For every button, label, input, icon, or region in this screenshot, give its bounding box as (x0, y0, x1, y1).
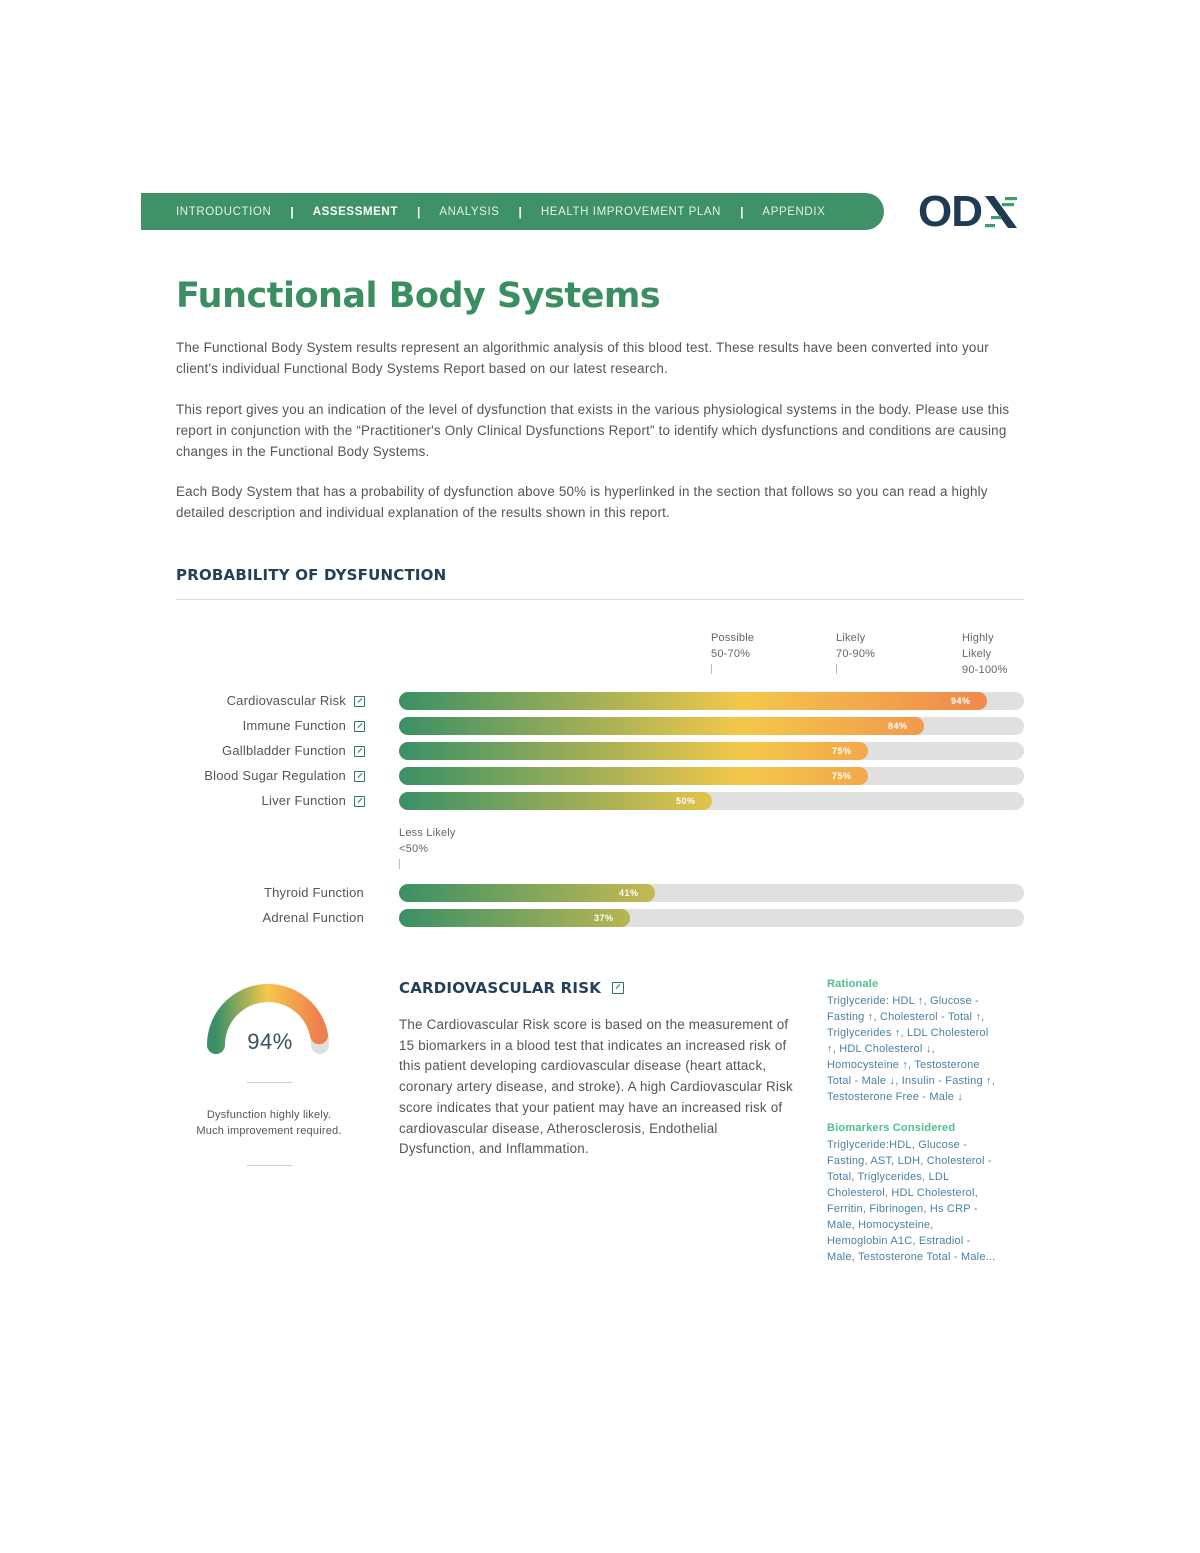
legend-possible-range: 50-70% (711, 648, 751, 660)
page-title: Functional Body Systems (176, 276, 661, 316)
bar-label-immune-function[interactable]: Immune Function (242, 718, 346, 733)
biomarker-line: Ferritin, Fibrinogen, Hs CRP - (827, 1203, 978, 1215)
bar-value-label: 75% (832, 746, 852, 756)
bar-label-gallbladder-function[interactable]: Gallbladder Function (222, 743, 346, 758)
gauge-caption-line-2: Much improvement required. (196, 1125, 342, 1137)
bar-label-blood-sugar-regulation[interactable]: Blood Sugar Regulation (204, 768, 346, 783)
biomarker-line: Male, Homocysteine, (827, 1219, 934, 1231)
legend-highly-range: 90-100% (962, 664, 1008, 676)
rationale-line: ↑, HDL Cholesterol ↓, (827, 1043, 935, 1055)
divider (247, 1165, 292, 1166)
intro-paragraph-3: Each Body System that has a probability of dysfunction above 50% is hyperlinked in the section that follows so you can read a highly detailed description and individual explanation of the results shown in this report. (176, 484, 988, 520)
bar-value-label: 84% (888, 721, 908, 731)
legend-highly-likely (962, 630, 1007, 678)
legend-less-likely (399, 825, 456, 857)
bar-label-liver-function[interactable]: Liver Function (261, 793, 346, 808)
bar-track (399, 792, 1024, 810)
legend-tick (836, 664, 837, 674)
legend-likely (836, 630, 875, 662)
external-link-icon[interactable] (354, 796, 365, 807)
divider (176, 599, 1024, 600)
bar-track (399, 717, 1024, 735)
bar-fill-immune-function (399, 717, 924, 735)
rationale-line: Triglyceride: HDL ↑, Glucose - (827, 995, 979, 1007)
external-link-icon[interactable] (354, 746, 365, 757)
biomarker-line: Hemoglobin A1C, Estradiol - (827, 1235, 971, 1247)
bar-label-adrenal-function: Adrenal Function (262, 910, 364, 925)
legend-tick (711, 664, 712, 674)
bar-track (399, 767, 1024, 785)
cardiovascular-risk-heading[interactable] (399, 979, 618, 997)
nav-analysis[interactable]: ANALYSIS (439, 205, 500, 218)
rationale-line: Homocysteine ↑, Testosterone (827, 1059, 980, 1071)
bar-value-label: 94% (951, 696, 971, 706)
legend-likely-range: 70-90% (836, 648, 876, 660)
legend-highly-label-2: Likely (962, 648, 992, 660)
intro-paragraph-1: The Functional Body System results represent an algorithmic analysis of this blood test. These results have been converted into your client's individual Functional Body Systems Report based on our latest research. (176, 340, 989, 376)
legend-less-likely-range: <50% (399, 843, 429, 855)
gauge-caption (176, 1107, 362, 1139)
biomarker-line: Fasting, AST, LDH, Cholesterol - (827, 1155, 992, 1167)
rationale-line: Fasting ↑, Cholesterol - Total ↑, (827, 1011, 985, 1023)
legend-highly-label-1: Highly (962, 632, 994, 644)
odx-logo (918, 187, 1019, 236)
external-link-icon[interactable] (354, 771, 365, 782)
bar-track (399, 884, 1024, 902)
intro-paragraph-2: This report gives you an indication of the level of dysfunction that exists in the various physiological systems in the body. Please use this report in conjunction with the “Practitioner's Only Clinical Dysfunctions Report” to identify which dysfunctions and conditions are causing changes in the Functional Body Systems. (176, 402, 1010, 459)
legend-possible (711, 630, 754, 662)
rationale-line: Testosterone Free - Male ↓ (827, 1091, 964, 1103)
nav-separator: | (740, 204, 744, 219)
cardiovascular-risk-title[interactable]: CARDIOVASCULAR RISK (399, 979, 602, 997)
nav-separator: | (290, 204, 294, 219)
biomarker-line: Male, Testosterone Total - Male... (827, 1251, 996, 1263)
rationale-line: Triglycerides ↑, LDL Cholesterol (827, 1027, 989, 1039)
bar-value-label: 37% (594, 913, 614, 923)
rationale-line: Total - Male ↓, Insulin - Fasting ↑, (827, 1075, 995, 1087)
nav-appendix[interactable]: APPENDIX (762, 205, 826, 218)
nav-separator: | (518, 204, 522, 219)
bar-label-thyroid-function: Thyroid Function (263, 885, 364, 900)
biomarkers-heading: Biomarkers Considered (827, 1122, 956, 1134)
legend-possible-label: Possible (711, 632, 755, 644)
biomarker-line: Triglyceride:HDL, Glucose - (827, 1139, 968, 1151)
bar-fill-thyroid-function (399, 884, 655, 902)
bar-value-label: 41% (619, 888, 639, 898)
legend-tick (399, 859, 400, 869)
legend-likely-label: Likely (836, 632, 866, 644)
bar-value-label: 50% (676, 796, 696, 806)
external-link-icon[interactable] (612, 982, 624, 994)
cardiovascular-risk-description: The Cardiovascular Risk score is based on the measurement of 15 biomarkers in a blood test that indicates an increased risk of this patient developing cardiovascular disease (heart attack, coronary artery disease, and stroke). A high Cardiovascular Risk score indicates that your patient may have an increased risk of cardiovascular disease, Atherosclerosis, Endothelial Dysfunction, and Inflammation. (399, 1017, 793, 1157)
section-title: PROBABILITY OF DYSFUNCTION (176, 566, 447, 584)
nav-assessment[interactable]: ASSESSMENT (312, 205, 398, 218)
legend-less-likely-label: Less Likely (399, 827, 456, 839)
top-navigation (141, 193, 884, 230)
divider (247, 1082, 292, 1083)
bar-fill-cardiovascular-risk (399, 692, 987, 710)
nav-health-improvement-plan[interactable]: HEALTH IMPROVEMENT PLAN (540, 205, 722, 218)
biomarker-line: Cholesterol, HDL Cholesterol, (827, 1187, 978, 1199)
bar-fill-liver-function (399, 792, 712, 810)
bar-track (399, 692, 1024, 710)
external-link-icon[interactable] (354, 696, 365, 707)
x-icon (983, 194, 1019, 230)
nav-introduction[interactable]: INTRODUCTION (176, 205, 272, 218)
bar-label-cardiovascular-risk[interactable]: Cardiovascular Risk (226, 693, 346, 708)
gauge-caption-line-1: Dysfunction highly likely. (206, 1109, 332, 1121)
bar-value-label: 75% (832, 771, 852, 781)
biomarkers-text (827, 1137, 1027, 1265)
bar-fill-gallbladder-function (399, 742, 868, 760)
nav-separator: | (416, 204, 421, 219)
gauge-value: 94% (247, 1029, 293, 1054)
biomarker-line: Total, Triglycerides, LDL (827, 1171, 950, 1183)
bar-track (399, 742, 1024, 760)
rationale-text (827, 993, 1027, 1105)
bar-track (399, 909, 1024, 927)
logo-text: OD (918, 187, 982, 236)
bar-fill-blood-sugar-regulation (399, 767, 868, 785)
external-link-icon[interactable] (354, 721, 365, 732)
rationale-heading: Rationale (827, 978, 879, 990)
